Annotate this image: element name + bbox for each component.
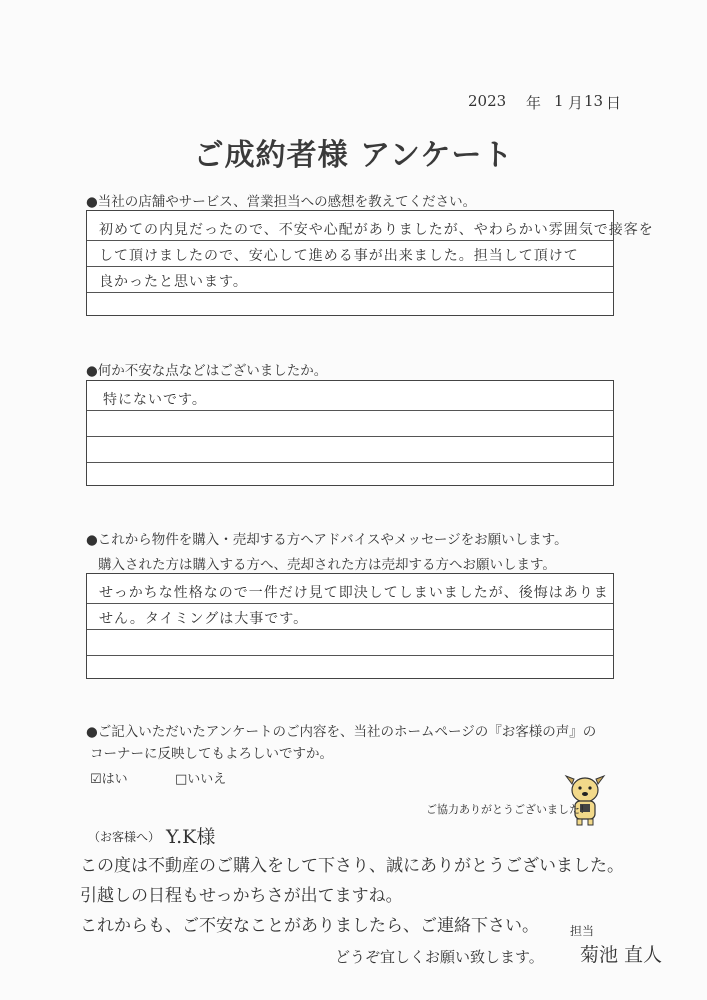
answer-box-concerns <box>86 380 614 486</box>
signature-role: 担当 <box>570 924 595 938</box>
answer-box-impressions <box>86 210 654 316</box>
thanks-message: ご協力ありがとうございました! <box>426 803 585 816</box>
date-day: 13 <box>584 92 604 110</box>
reply-line: この度は不動産のご購入をして下さり、誠にありがとうございました。 <box>80 856 624 876</box>
question-permission-cont: コーナーに反映してもよろしいですか。 <box>90 746 333 762</box>
date-year-unit: 年 <box>526 94 542 112</box>
answer-line: 良かったと思います。 <box>99 274 248 290</box>
checkbox-yes[interactable]: ☑はい <box>90 772 128 787</box>
signature-name: 菊池 直人 <box>580 944 663 966</box>
answer-line: して頂けましたので、安心して進める事が出来ました。担当して頂けて <box>99 248 579 264</box>
question-advice: ●これから物件を購入・売却する方へアドバイスやメッセージをお願いします。 <box>86 532 568 548</box>
question-impressions: ●当社の店舗やサービス、営業担当への感想を教えてください。 <box>86 194 477 210</box>
reply-line: 引越しの日程もせっかちさが出てますね。 <box>80 886 403 906</box>
page-title: ご成約者様 アンケート <box>193 138 514 173</box>
answer-line: せん。タイミングは大事です。 <box>99 611 309 627</box>
customer-name: Y.K様 <box>166 826 216 848</box>
answer-box-advice <box>86 573 614 679</box>
date-year: 2023 <box>468 92 507 110</box>
customer-label: （お客様へ） <box>88 830 161 844</box>
question-permission: ●ご記入いただいたアンケートのご内容を、当社のホームページの『お客様の声』の <box>86 724 597 740</box>
reply-line: これからも、ご不安なことがありましたら、ご連絡下さい。 <box>80 916 539 936</box>
date-day-unit: 日 <box>606 94 622 112</box>
survey-date <box>468 92 628 116</box>
answer-line: 特にないです。 <box>103 392 207 408</box>
answer-line: せっかちな性格なので一件だけ見て即決してしまいましたが、後悔はありま <box>99 585 609 601</box>
closing-line: どうぞ宜しくお願い致します。 <box>335 948 544 966</box>
answer-line: 初めての内見だったので、不安や心配がありましたが、やわらかい雰囲気で接客を <box>99 222 654 238</box>
question-concerns: ●何か不安な点などはございましたか。 <box>86 363 328 379</box>
date-month-unit: 月 <box>568 94 584 112</box>
question-advice-note: 購入された方は購入する方へ、売却された方は売却する方へお願いします。 <box>98 557 556 573</box>
date-month: 1 <box>554 92 564 110</box>
dog-mascot-icon <box>560 770 610 826</box>
checkbox-no[interactable]: □いいえ <box>175 772 227 787</box>
